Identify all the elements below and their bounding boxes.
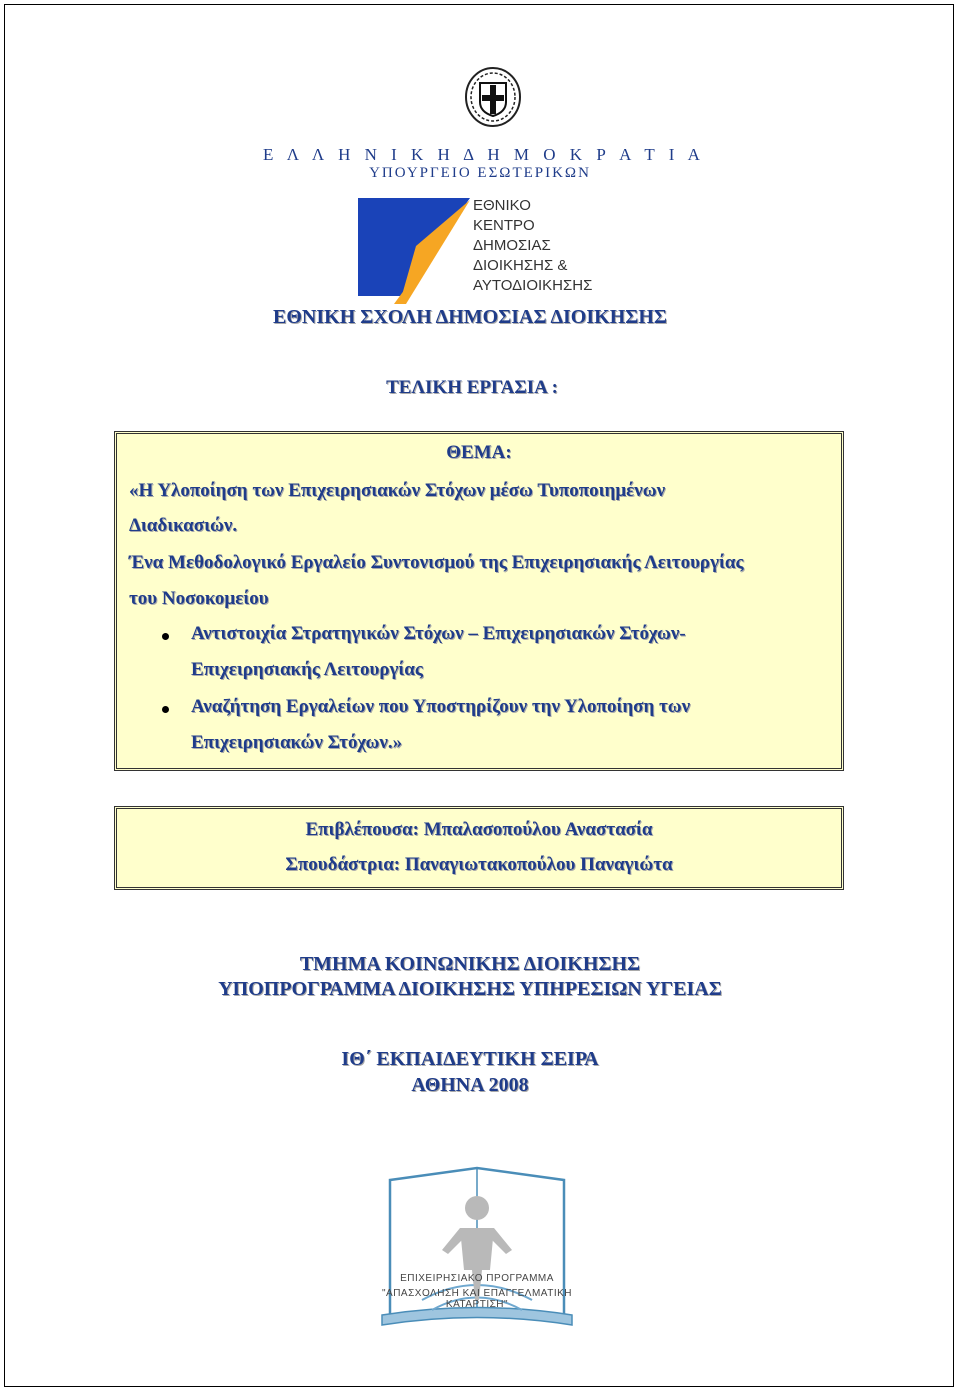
ekdd-line: ΔΙΟΙΚΗΣΗΣ & <box>473 257 568 274</box>
subprogram-title: ΥΠΟΠΡΟΓΡΑΜΜΑ ΔΙΟΙΚΗΣΗΣ ΥΠΗΡΕΣΙΩΝ ΥΓΕΙΑΣ <box>218 978 722 1000</box>
ekdd-line: ΑΥΤΟΔΙΟΙΚΗΣΗΣ <box>473 277 593 294</box>
theme-title-line2: Διαδικασιών. <box>129 515 238 536</box>
series-label: ΙΘ΄ ΕΚΠΑΙΔΕΥΤΙΚΗ ΣΕΙΡΑ <box>341 1048 599 1070</box>
bullet-2-line1: Αναζήτηση Εργαλείων που Υποστηρίζουν την Υλοποίηση των <box>191 696 691 717</box>
supervisor-line: Επιβλέπουσα: Μπαλασοπούλου Αναστασία <box>305 819 653 840</box>
programme-name-line2: "ΑΠΑΣΧΟΛΗΣΗ ΚΑΙ ΕΠΑΓΓΕΛΜΑΤΙΚΗ ΚΑΤΑΡΤΙΣΗ" <box>381 1288 572 1310</box>
ekdd-line: ΕΘΝΙΚΟ <box>473 197 531 214</box>
department-title: ΤΜΗΜΑ ΚΟΙΝΩΝΙΚΗΣ ΔΙΟΙΚΗΣΗΣ <box>299 953 641 975</box>
ekdd-logo <box>356 196 472 306</box>
bullet-2-line2: Επιχειρησιακών Στόχων.» <box>191 732 403 753</box>
theme-box <box>114 431 844 771</box>
supervision-box <box>114 806 844 890</box>
student-line: Σπουδάστρια: Παναγιωτακοπούλου Παναγιώτα <box>285 854 673 875</box>
programme-name-line1: ΕΠΙΧΕΙΡΗΣΙΑΚΟ ΠΡΟΓΡΑΜΜΑ <box>400 1273 554 1284</box>
theme-label: ΘΕΜΑ: <box>446 442 512 463</box>
bullet-1-line1: Αντιστοιχία Στρατηγικών Στόχων – Επιχειρησιακών Στόχων- <box>191 623 686 644</box>
final-work-label: ΤΕΛΙΚΗ ΕΡΓΑΣΙΑ : <box>386 377 558 398</box>
bullet-dot <box>162 706 169 713</box>
programme-logo <box>352 1150 602 1350</box>
theme-subtitle-line2: του Νοσοκομείου <box>129 588 269 609</box>
theme-title-line1: «Η Υλοποίηση των Επιχειρησιακών Στόχων μέσω Τυποποιημένων <box>129 480 666 501</box>
ekdd-line: ΚΕΝΤΡΟ <box>473 217 535 234</box>
republic-label: Ε Λ Λ Η Ν Ι Κ Η Δ Η Μ Ο Κ Ρ Α Τ Ι Α <box>263 145 705 164</box>
theme-subtitle-line1: Ένα Μεθοδολογικό Εργαλείο Συντονισμού της Επιχειρησιακής Λειτουργίας <box>129 552 744 573</box>
ministry-label: ΥΠΟΥΡΓΕΙΟ ΕΣΩΤΕΡΙΚΩΝ <box>369 165 591 181</box>
greek-emblem-icon <box>464 66 522 128</box>
ekdd-line: ΔΗΜΟΣΙΑΣ <box>473 237 551 254</box>
school-title: ΕΘΝΙΚΗ ΣΧΟΛΗ ΔΗΜΟΣΙΑΣ ΔΙΟΙΚΗΣΗΣ <box>273 306 667 328</box>
ekdd-name <box>473 196 592 296</box>
bullet-1-line2: Επιχειρησιακής Λειτουργίας <box>191 659 423 680</box>
city-year-label: ΑΘΗΝΑ 2008 <box>411 1074 529 1096</box>
bullet-dot <box>162 633 169 640</box>
